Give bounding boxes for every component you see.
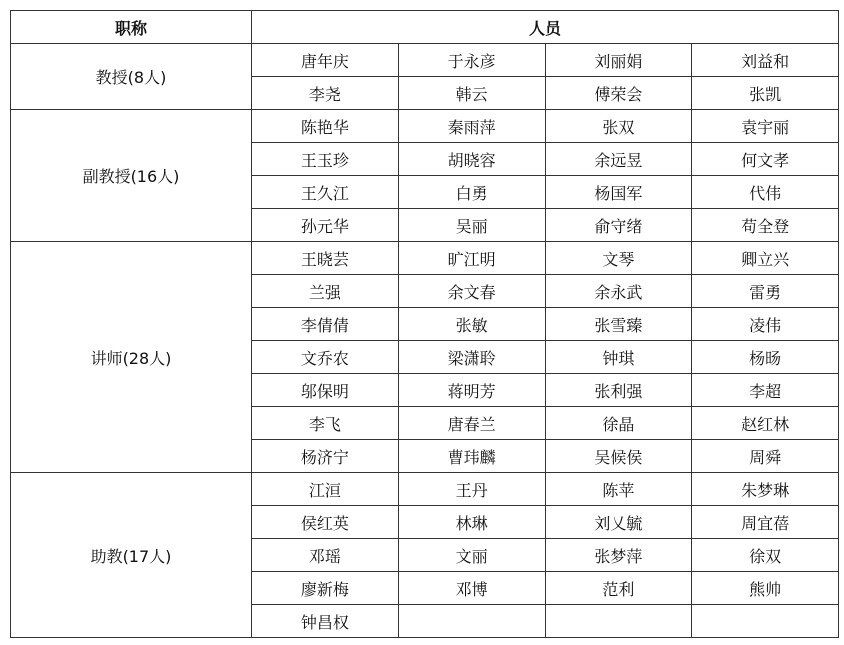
member-name-cell: 刘益和: [692, 44, 839, 77]
member-name-cell: 陈苹: [545, 473, 692, 506]
member-name-cell: 吴丽: [398, 209, 545, 242]
member-name-cell: 于永彦: [398, 44, 545, 77]
member-name-cell: 廖新梅: [252, 572, 399, 605]
member-name-cell: 雷勇: [692, 275, 839, 308]
member-name-cell: 唐年庆: [252, 44, 399, 77]
member-name-cell: 钟琪: [545, 341, 692, 374]
member-name-cell: 杨济宁: [252, 440, 399, 473]
member-name-cell: 吴候侯: [545, 440, 692, 473]
member-name-cell: 李倩倩: [252, 308, 399, 341]
member-name-cell: 旷江明: [398, 242, 545, 275]
member-name-cell: 周宜蓓: [692, 506, 839, 539]
member-name-cell: 张利强: [545, 374, 692, 407]
member-name-cell: 钟昌权: [252, 605, 399, 638]
member-name-cell: 凌伟: [692, 308, 839, 341]
member-name-cell: 侯红英: [252, 506, 399, 539]
staff-title-table: [10, 10, 839, 638]
member-name-cell: [692, 605, 839, 638]
member-name-cell: 张双: [545, 110, 692, 143]
member-name-cell: 蒋明芳: [398, 374, 545, 407]
member-name-cell: 徐双: [692, 539, 839, 572]
member-name-cell: 刘乂毓: [545, 506, 692, 539]
member-name-cell: 赵红林: [692, 407, 839, 440]
member-name-cell: 傅荣会: [545, 77, 692, 110]
member-name-cell: 李飞: [252, 407, 399, 440]
member-name-cell: 王丹: [398, 473, 545, 506]
member-name-cell: 张敏: [398, 308, 545, 341]
member-name-cell: 江洹: [252, 473, 399, 506]
member-name-cell: 邓博: [398, 572, 545, 605]
table-row: [11, 242, 839, 275]
header-members: 人员: [252, 11, 839, 44]
member-name-cell: 王久江: [252, 176, 399, 209]
member-name-cell: 余文春: [398, 275, 545, 308]
member-name-cell: 杨旸: [692, 341, 839, 374]
member-name-cell: 唐春兰: [398, 407, 545, 440]
table-row: [11, 110, 839, 143]
member-name-cell: 陈艳华: [252, 110, 399, 143]
member-name-cell: 刘丽娟: [545, 44, 692, 77]
member-name-cell: 徐晶: [545, 407, 692, 440]
member-name-cell: 秦雨萍: [398, 110, 545, 143]
member-name-cell: 兰强: [252, 275, 399, 308]
table-body: [11, 44, 839, 638]
member-name-cell: 王晓芸: [252, 242, 399, 275]
member-name-cell: 邬保明: [252, 374, 399, 407]
member-name-cell: 文丽: [398, 539, 545, 572]
member-name-cell: 卿立兴: [692, 242, 839, 275]
member-name-cell: 俞守绪: [545, 209, 692, 242]
member-name-cell: 李尧: [252, 77, 399, 110]
member-name-cell: 张雪臻: [545, 308, 692, 341]
table-row: [11, 473, 839, 506]
member-name-cell: 杨国军: [545, 176, 692, 209]
member-name-cell: 王玉珍: [252, 143, 399, 176]
member-name-cell: 梁潇聆: [398, 341, 545, 374]
member-name-cell: 白勇: [398, 176, 545, 209]
member-name-cell: 文乔农: [252, 341, 399, 374]
member-name-cell: 韩云: [398, 77, 545, 110]
group-title-cell: 教授(8人): [11, 44, 252, 110]
table-row: [11, 44, 839, 77]
group-title-cell: 副教授(16人): [11, 110, 252, 242]
member-name-cell: 孙元华: [252, 209, 399, 242]
member-name-cell: 林琳: [398, 506, 545, 539]
member-name-cell: 张梦萍: [545, 539, 692, 572]
group-title-cell: 助教(17人): [11, 473, 252, 638]
member-name-cell: 胡晓容: [398, 143, 545, 176]
member-name-cell: 邓瑶: [252, 539, 399, 572]
member-name-cell: 朱梦琳: [692, 473, 839, 506]
member-name-cell: [545, 605, 692, 638]
header-title: 职称: [11, 11, 252, 44]
member-name-cell: 文琴: [545, 242, 692, 275]
header-row: [11, 11, 839, 44]
member-name-cell: 熊帅: [692, 572, 839, 605]
member-name-cell: 范利: [545, 572, 692, 605]
member-name-cell: [398, 605, 545, 638]
member-name-cell: 余永武: [545, 275, 692, 308]
member-name-cell: 张凯: [692, 77, 839, 110]
member-name-cell: 余远昱: [545, 143, 692, 176]
group-title-cell: 讲师(28人): [11, 242, 252, 473]
member-name-cell: 代伟: [692, 176, 839, 209]
member-name-cell: 曹玮麟: [398, 440, 545, 473]
member-name-cell: 周舜: [692, 440, 839, 473]
member-name-cell: 苟全登: [692, 209, 839, 242]
member-name-cell: 李超: [692, 374, 839, 407]
member-name-cell: 何文孝: [692, 143, 839, 176]
member-name-cell: 袁宇丽: [692, 110, 839, 143]
